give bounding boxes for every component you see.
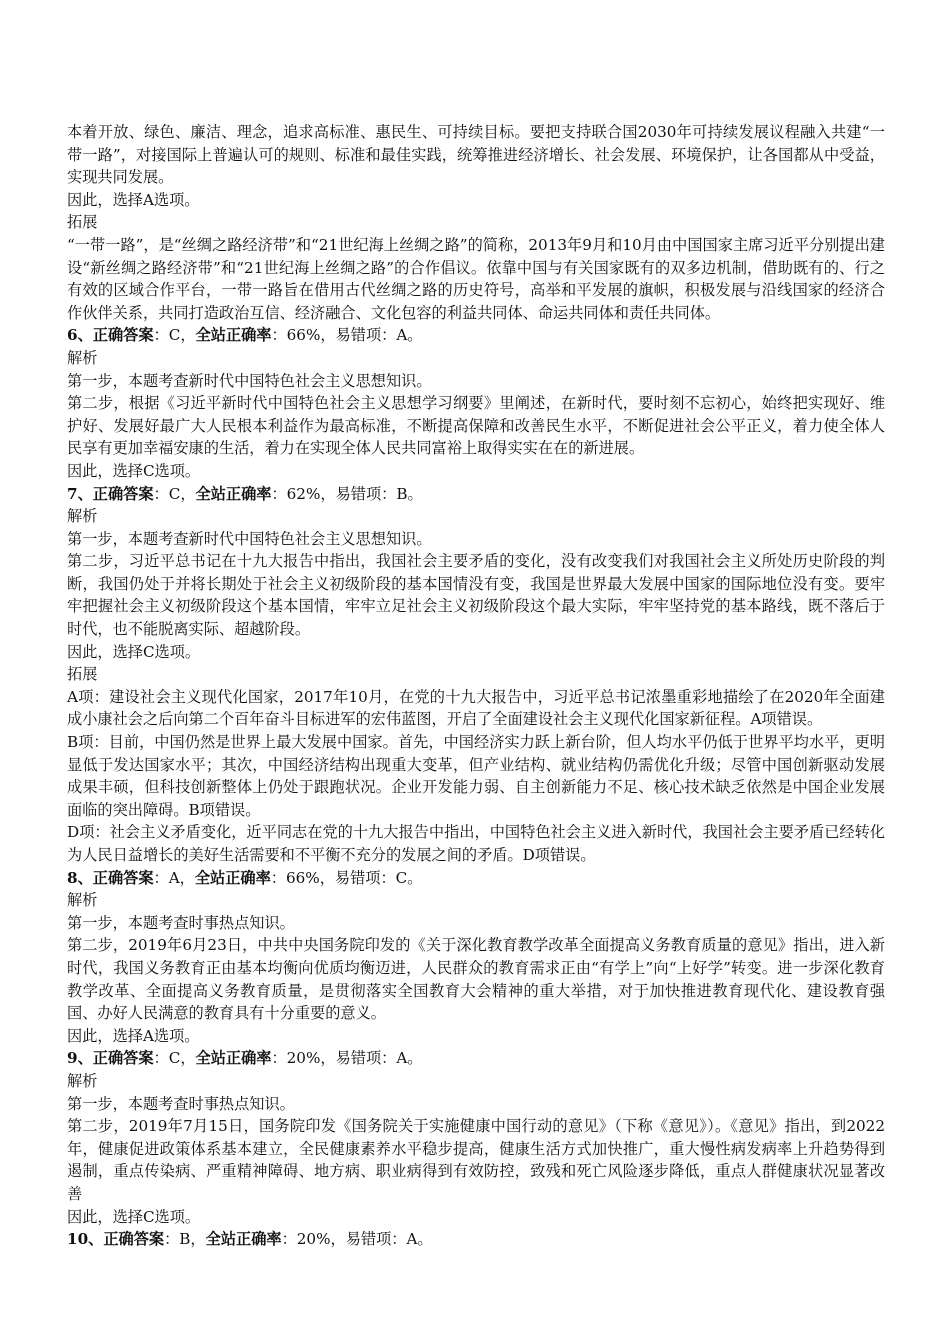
conclusion: 因此，选择C选项。 (67, 461, 201, 480)
section-heading-extension: 拓展 (67, 213, 98, 232)
conclusion: 因此，选择C选项。 (67, 642, 201, 661)
accuracy-value: ：20%，易错项：A。 (271, 1049, 423, 1068)
answer-label: 正确答案 (92, 326, 154, 345)
accuracy-label: 全站正确率 (195, 326, 272, 345)
question-number: 8、 (67, 868, 93, 887)
paragraph: B项：目前，中国仍然是世界上最大发展中国家。首先，中国经济实力跃上新台阶，但人均水平仍低于世界平均水平，更明显低于发达国家水平；其次，中国经济结构出现重大变革，但产业结构、就业结构仍需优化升级；尽管中国创新驱动发展成果丰硕，但科技创新整体上仍处于跟跑状况。企业开发能力弱、自主创新能力不足、核心技术缺乏依然是中国企业发展面临的突出障碍。B项错误。 (67, 733, 885, 819)
answer-line-q10 (67, 1228, 885, 1251)
accuracy-value: ：66%，易错项：A。 (271, 326, 423, 345)
question-number: 10、 (67, 1230, 104, 1249)
answer-value: ：C， (153, 326, 196, 345)
conclusion: 因此，选择A选项。 (67, 1026, 200, 1045)
accuracy-value: ：20%，易错项：A。 (281, 1230, 433, 1249)
paragraph: 本着开放、绿色、廉洁、理念，追求高标准、惠民生、可持续目标。要把支持联合国2030年可持续发展议程融入共建“一带一路”，对接国际上普遍认可的规则、标准和最佳实践，统筹推进经济增长、社会发展、环境保护，让各国都从中受益，实现共同发展。 (67, 123, 885, 187)
section-heading-analysis: 解析 (67, 891, 98, 910)
paragraph: 第一步，本题考查新时代中国特色社会主义思想知识。 (67, 371, 432, 390)
answer-value: ：B， (164, 1230, 206, 1249)
answer-label: 正确答案 (92, 484, 154, 503)
paragraph: “一带一路”，是“丝绸之路经济带”和“21世纪海上丝绸之路”的简称，2013年9月和10月由中国国家主席习近平分别提出建设“新丝绸之路经济带”和“21世纪海上丝绸之路”的合作倡议。依靠中国与有关国家既有的双多边机制，借助既有的、行之有效的区域合作平台，一带一路旨在借用古代丝绸之路的历史符号，高举和平发展的旗帜，积极发展与沿线国家的经济合作伙伴关系，共同打造政治互信、经济融合、文化包容的利益共同体、命运共同体和责任共同体。 (67, 235, 885, 322)
accuracy-value: ：66%，易错项：C。 (270, 868, 423, 887)
paragraph: 第二步，习近平总书记在十九大报告中指出，我国社会主要矛盾的变化，没有改变我们对我国社会主义所处历史阶段的判断，我国仍处于并将长期处于社会主义初级阶段的基本国情没有变，我国是世界最大发展中国家的国际地位没有变。要牢牢把握社会主义初级阶段这个基本国情，牢牢立足社会主义初级阶段这个最大实际，牢牢坚持党的基本路线，既不落后于时代，也不能脱离实际、超越阶段。 (67, 552, 885, 639)
accuracy-value: ：62%，易错项：B。 (271, 484, 423, 503)
paragraph: 第一步，本题考查时事热点知识。 (67, 1094, 295, 1113)
answer-line-q9 (67, 1047, 885, 1070)
paragraph: 第二步，根据《习近平新时代中国特色社会主义思想学习纲要》里阐述，在新时代，要时刻不忘初心，始终把实现好、维护好、发展好最广大人民根本利益作为最高标准，不断提高保障和改善民生水平，不断促进社会公平正义，着力使全体人民享有更加幸福安康的生活，着力在实现全体人民共同富裕上取得实实在在的新进展。 (67, 394, 885, 458)
paragraph: 第二步，2019年6月23日，中共中央国务院印发的《关于深化教育教学改革全面提高义务教育质量的意见》指出，进入新时代，我国义务教育正由基本均衡向优质均衡迈进，人民群众的教育需求正由“有学上”向“上好学”转变。进一步深化教育教学改革、全面提高义务教育质量，是贯彻落实全国教育大会精神的重大举措，对于加快推进教育现代化、建设教育强国、办好人民满意的教育具有十分重要的意义。 (67, 936, 885, 1023)
answer-value: ：A， (153, 868, 195, 887)
section-heading-analysis: 解析 (67, 1071, 98, 1090)
answer-label: 正确答案 (103, 1230, 165, 1249)
answer-label: 正确答案 (92, 1049, 154, 1068)
answer-line-q7 (67, 483, 885, 506)
document-body (67, 121, 885, 1251)
accuracy-label: 全站正确率 (195, 484, 272, 503)
conclusion: 因此，选择C选项。 (67, 1207, 201, 1226)
question-number: 7、 (67, 484, 93, 503)
answer-label: 正确答案 (92, 868, 154, 887)
conclusion: 因此，选择A选项。 (67, 190, 200, 209)
answer-line-q6 (67, 324, 885, 347)
question-number: 6、 (67, 326, 93, 345)
paragraph: D项：社会主义矛盾变化，近平同志在党的十九大报告中指出，中国特色社会主义进入新时代，我国社会主要矛盾已经转化为人民日益增长的美好生活需要和不平衡不充分的发展之间的矛盾。D项错误。 (67, 823, 885, 864)
accuracy-label: 全站正确率 (205, 1230, 282, 1249)
section-heading-extension: 拓展 (67, 665, 98, 684)
paragraph: 第一步，本题考查新时代中国特色社会主义思想知识。 (67, 529, 432, 548)
answer-line-q8 (67, 867, 885, 890)
answer-value: ：C， (153, 484, 196, 503)
section-heading-analysis: 解析 (67, 348, 98, 367)
question-number: 9、 (67, 1049, 93, 1068)
accuracy-label: 全站正确率 (195, 1049, 272, 1068)
accuracy-label: 全站正确率 (194, 868, 271, 887)
paragraph: A项：建设社会主义现代化国家，2017年10月，在党的十九大报告中，习近平总书记浓墨重彩地描绘了在2020年全面建成小康社会之后向第二个百年奋斗目标进军的宏伟蓝图，开启了全面建设社会主义现代化国家新征程。A项错误。 (67, 687, 885, 729)
paragraph: 第一步，本题考查时事热点知识。 (67, 913, 295, 932)
section-heading-analysis: 解析 (67, 507, 98, 526)
paragraph: 第二步，2019年7月15日，国务院印发《国务院关于实施健康中国行动的意见》（下称《意见》）。《意见》指出，到2022年，健康促进政策体系基本建立，全民健康素养水平稳步提高，健康生活方式加快推广，重大慢性病发病率上升趋势得到遏制，重点传染病、严重精神障碍、地方病、职业病得到有效防控，致残和死亡风险逐步降低，重点人群健康状况显著改善 (67, 1117, 885, 1203)
answer-value: ：C， (153, 1049, 196, 1068)
